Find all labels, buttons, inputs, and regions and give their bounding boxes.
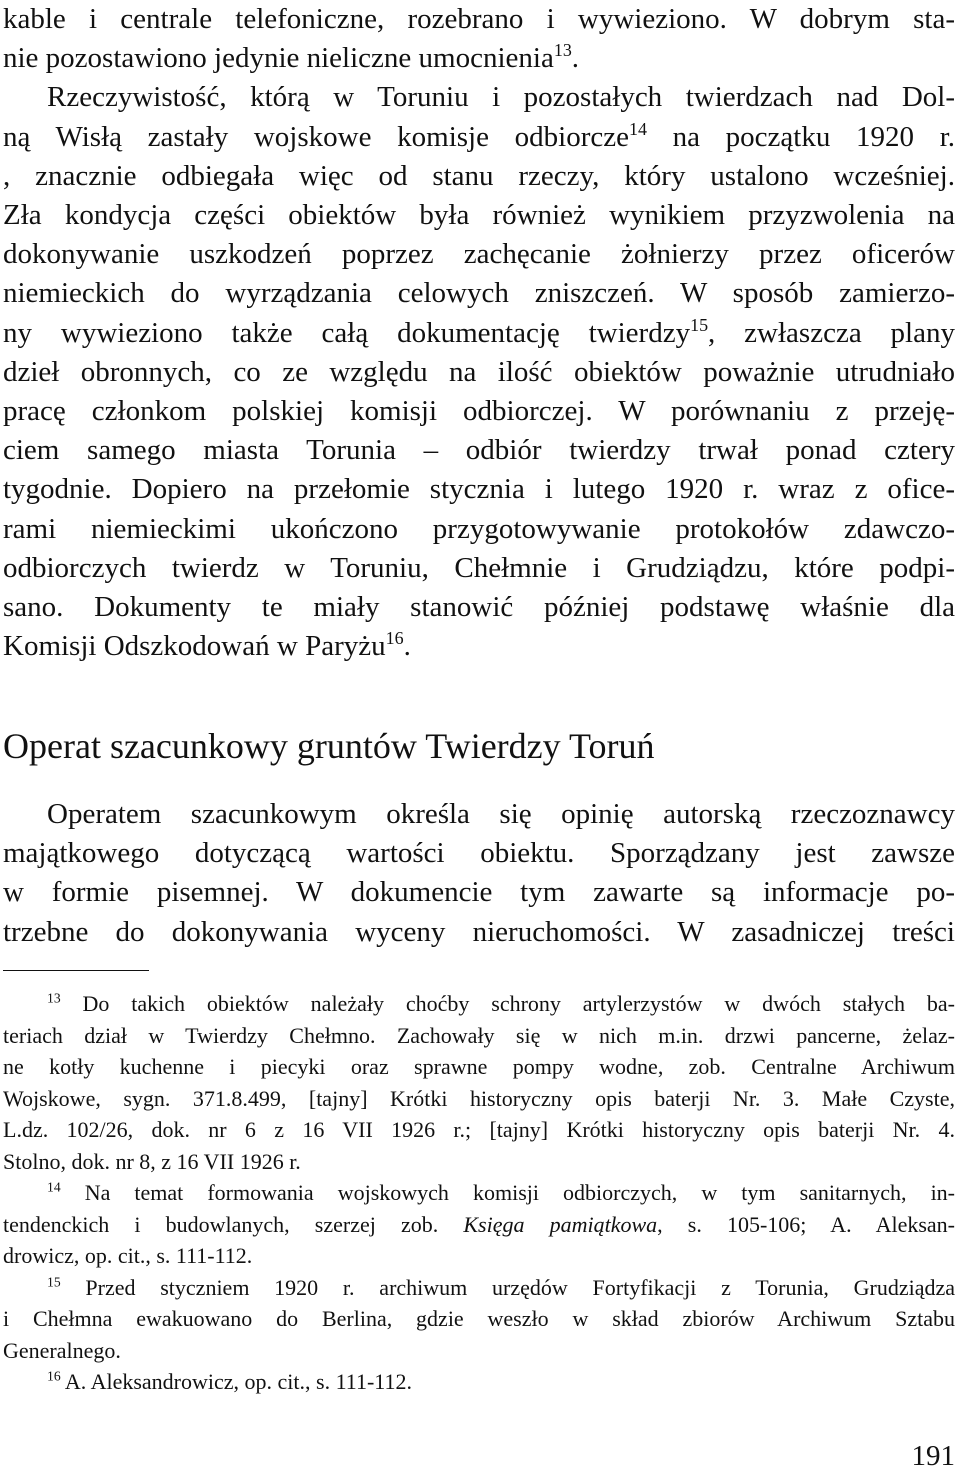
text-line: pracę członkom polskiej komisji odbiorczej. W porównaniu z przeję- <box>3 395 955 428</box>
text-line: Wojskowe, sygn. 371.8.499, [tajny] Krótki historyczny opis baterji Nr. 3. Małe Czyste, <box>3 1085 955 1111</box>
text-line: w formie pisemnej. W dokumencie tym zawarte są informacje po- <box>3 876 955 909</box>
text-line: trzebne do dokonywania wyceny nieruchomości. W zasadniczej treści <box>3 915 955 948</box>
text-line: dokonywanie uszkodzeń poprzez zachęcanie żołnierzy przez oficerów <box>3 238 955 271</box>
footnote-number: 15 <box>47 1274 61 1290</box>
text-line: teriach dział w Twierdzy Chełmno. Zachowały się w nich m.in. drzwi pancerne, żelaz- <box>3 1022 955 1048</box>
text-line: Stolno, dok. nr 8, z 16 VII 1926 r. <box>3 1148 301 1174</box>
text-line: L.dz. 102/26, dok. nr 6 z 16 VII 1926 r.; [tajny] Krótki historyczny opis baterji Nr. 4. <box>3 1117 955 1142</box>
text-line: $^{16}$ A. Aleksandrowicz, op. cit., s. 111-112. <box>47 1368 412 1394</box>
text-line: tendenckich i budowlanych, szerzej zob. Księga pamiątkowa, s. 105-106; A. Aleksan- <box>3 1211 956 1237</box>
paragraph-fortress-condition <box>3 0 955 666</box>
text-line: Rzeczywistość, którą w Toruniu i pozostałych twierdzach nad Dol- <box>47 81 955 114</box>
footnote-divider <box>3 970 149 971</box>
footnote-ref-13: 13 <box>553 40 572 61</box>
text-line: tygodnie. Dopiero na przełomie stycznia i lutego 1920 r. wraz z ofice- <box>3 473 955 506</box>
paragraph-appraisal <box>3 795 955 952</box>
footnote-number: 16 <box>47 1368 61 1384</box>
text-line: ciem samego miasta Torunia – odbiór twierdzy trwał ponad cztery <box>3 434 955 467</box>
footnote-number: 13 <box>47 990 61 1006</box>
text-line: niemieckich do wyrządzania celowych zniszczeń. W sposób zamierzo- <box>3 277 955 310</box>
footnote-16 <box>3 1366 955 1398</box>
text-line: $^{15}$ Przed styczniem 1920 r. archiwum urzędów Fortyfikacji z Torunia, Grudziądza <box>47 1274 955 1300</box>
footnote-ref-14: 14 <box>628 118 647 139</box>
text-line: Operatem szacunkowym określa się opinię autorską rzeczoznawcy <box>47 798 955 830</box>
book-title: Księga pamiątkowa <box>463 1211 658 1237</box>
footnote-ref-15: 15 <box>690 314 709 335</box>
text-line: ną Wisłą zastały wojskowe komisje odbiorcze$^{14}$ na początku 1920 r. <box>3 118 956 153</box>
footnote-13 <box>3 988 955 1177</box>
footnote-14 <box>3 1177 955 1272</box>
text-line: rami niemieckimi ukończono przygotowywanie protokołów zdawczo- <box>3 512 955 545</box>
text-line: $^{14}$ Na temat formowania wojskowych komisji odbiorczych, w tym sanitarnych, in- <box>47 1179 956 1205</box>
text-line: nie pozostawiono jedynie nieliczne umocnienia$^{13}$. <box>3 40 580 75</box>
text-line: kable i centrale telefoniczne, rozebrano i wywieziono. W dobrym sta- <box>3 3 955 35</box>
text-line: majątkowego dotyczącą wartości obiektu. Sporządzany jest zawsze <box>3 837 955 870</box>
text-line: sano. Dokumenty te miały stanowić później podstawę właśnie dla <box>3 591 955 624</box>
footnote-number: 14 <box>47 1179 61 1195</box>
text-line: drowicz, op. cit., s. 111-112. <box>3 1243 253 1268</box>
text-line: odbiorczych twierdz w Toruniu, Chełmnie i Grudziądzu, które podpi- <box>3 551 955 584</box>
section-heading: Operat szacunkowy gruntów Twierdzy Toruń <box>3 726 655 766</box>
text-line: ny wywieziono także całą dokumentację twierdzy$^{15}$, zwłaszcza plany <box>3 314 955 349</box>
text-line: i Chełmna ewakuowano do Berlina, gdzie weszło w skład zbiorów Archiwum Sztabu <box>3 1306 955 1331</box>
text-line: , znacznie odbiegała więc od stanu rzeczy, który ustalono wcześniej. <box>3 159 955 192</box>
text-line: $^{13}$ Do takich obiektów należały choćby schrony artylerzystów w dwóch stałych ba- <box>47 990 955 1016</box>
text-line: ne kotły kuchenne i piecyki oraz sprawne pompy wodne, zob. Centralne Archiwum <box>3 1054 955 1079</box>
footnote-ref-16: 16 <box>385 628 404 649</box>
text-line: Komisji Odszkodowań w Paryżu$^{16}$. <box>3 628 411 663</box>
footnote-15 <box>3 1272 955 1367</box>
page-number: 191 <box>911 1440 955 1472</box>
text-line: dzieł obronnych, co ze względu na ilość obiektów poważnie utrudniało <box>3 355 955 388</box>
text-line: Zła kondycja części obiektów była również wynikiem przyzwolenia na <box>3 199 955 232</box>
footnotes <box>3 988 955 1398</box>
text-line: Generalnego. <box>3 1337 121 1363</box>
